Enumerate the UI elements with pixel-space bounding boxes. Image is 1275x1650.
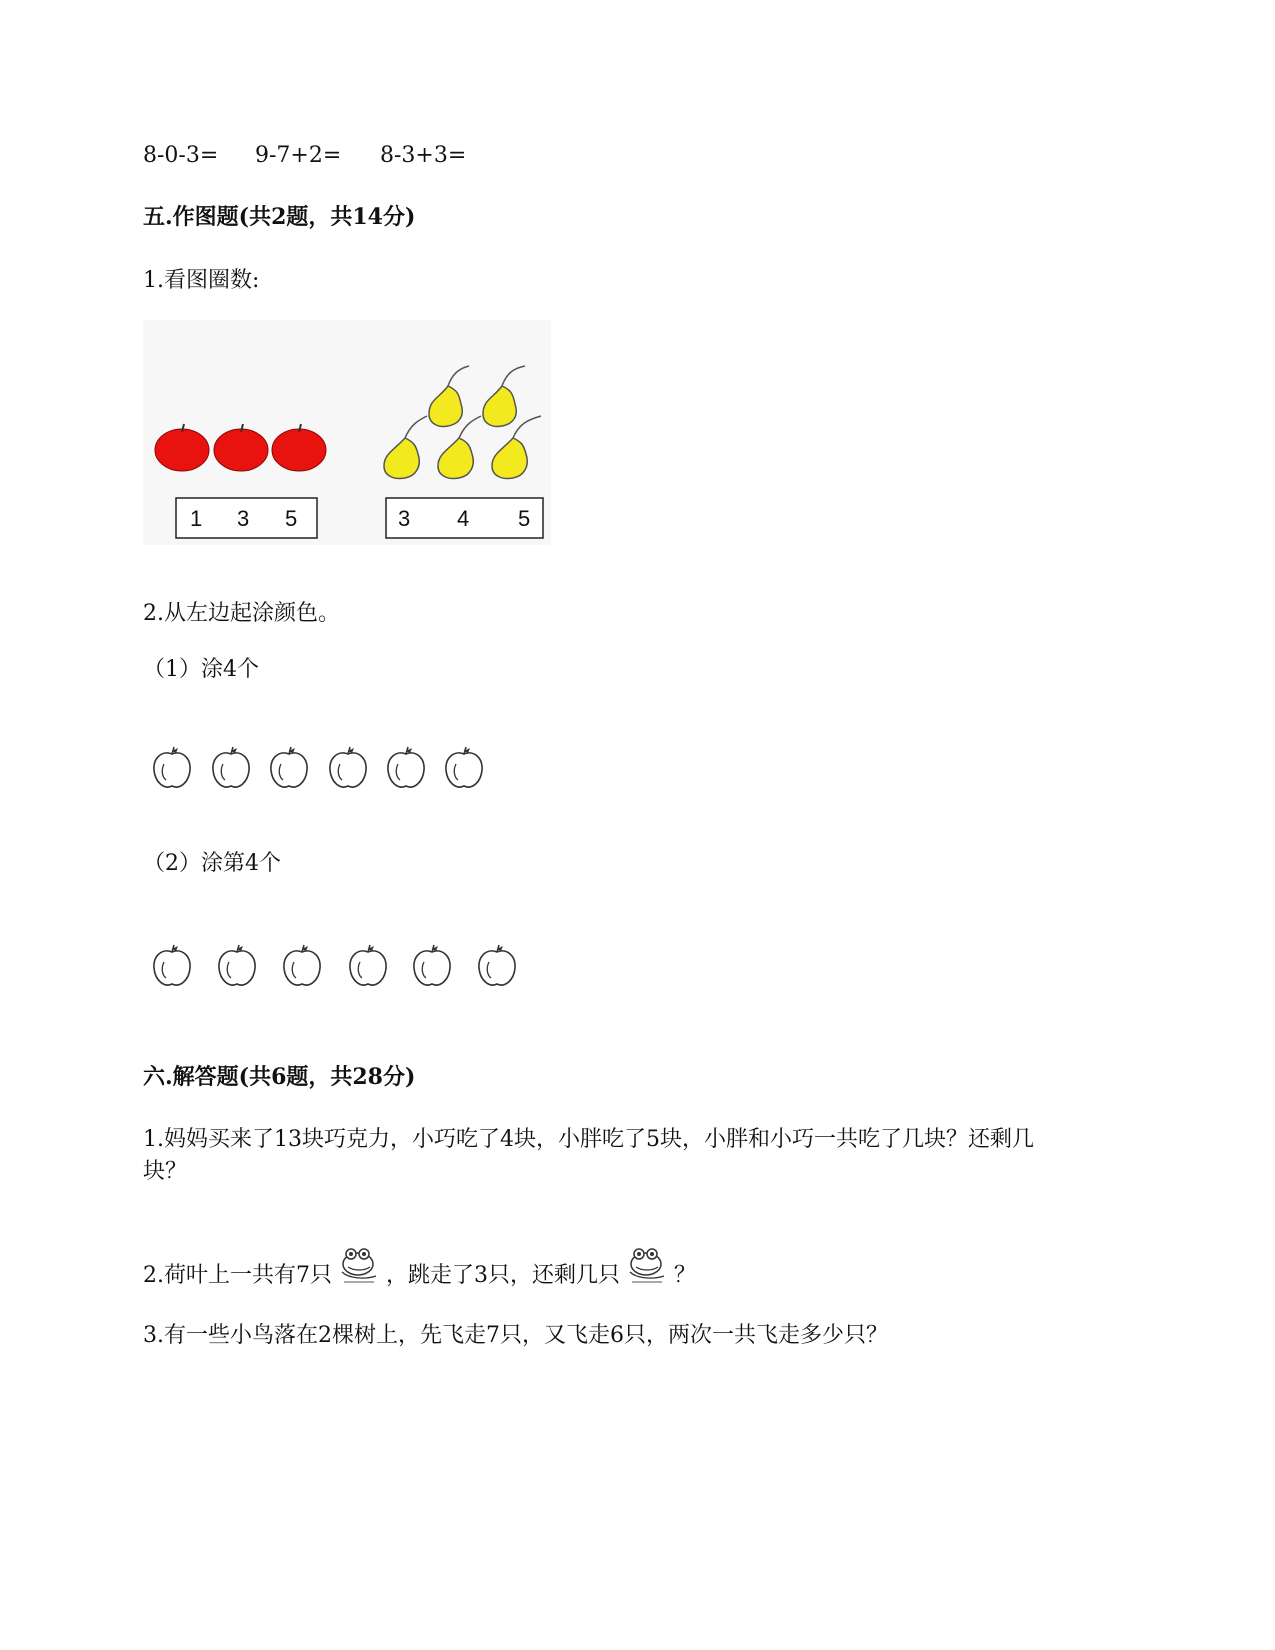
apple-choice-1[interactable]: 1 — [190, 506, 203, 531]
section6-q1: 1.妈妈买来了13块巧克力，小巧吃了4块，小胖吃了5块，小胖和小巧一共吃了几块？还剩几块？ — [143, 1127, 1034, 1184]
apple-outline-row-2 — [150, 938, 525, 993]
section5-q2-sub2: （2）涂第4个 — [143, 851, 281, 876]
section5-q2-sub1: （1）涂4个 — [143, 657, 259, 682]
apple-icon — [214, 424, 268, 471]
section6-q3: 3.有一些小鸟落在2棵树上，先飞走7只，又飞走6只，两次一共飞走多少只？ — [143, 1323, 888, 1348]
apple-outline-icon[interactable] — [446, 747, 482, 787]
frog-icon — [622, 1242, 672, 1290]
fruit-figure — [143, 320, 551, 545]
equations-row — [143, 142, 466, 170]
apple-choice-2[interactable]: 3 — [237, 506, 250, 531]
apple-icon — [272, 424, 326, 471]
pear-icon — [384, 416, 427, 479]
apple-outline-icon[interactable] — [154, 945, 190, 985]
apple-outline-icon[interactable] — [213, 747, 249, 787]
section6-q2-part1: 2.荷叶上一共有7只 — [143, 1263, 332, 1288]
equation-3: 8-3+3= — [380, 143, 467, 168]
equation-1: 8-0-3= — [143, 143, 219, 168]
apple-outline-icon[interactable] — [479, 945, 515, 985]
apple-choice-3[interactable]: 5 — [285, 506, 298, 531]
apple-outline-row-1 — [150, 740, 495, 795]
apple-outline-icon[interactable] — [284, 945, 320, 985]
section6-q2 — [143, 1240, 696, 1290]
apple-outline-icon[interactable] — [350, 945, 386, 985]
section6-q2-part2: ，跳走了3只，还剩几只 — [386, 1263, 620, 1288]
section5-q1-label: 1.看图圈数: — [143, 268, 260, 293]
apple-outline-icon[interactable] — [414, 945, 450, 985]
section5-title: 五.作图题(共2题，共14分) — [143, 204, 416, 230]
apple-outline-icon[interactable] — [154, 747, 190, 787]
apple-outline-icon[interactable] — [271, 747, 307, 787]
frog-icon — [334, 1242, 384, 1290]
equation-2: 9-7+2= — [255, 143, 342, 168]
apple-icon — [155, 424, 209, 471]
apple-outline-icon[interactable] — [219, 945, 255, 985]
apple-outline-icon[interactable] — [388, 747, 424, 787]
pear-icon — [483, 366, 525, 427]
pear-icon — [429, 366, 469, 427]
pear-choice-3[interactable]: 5 — [518, 506, 531, 531]
section6-q2-part3: ？ — [674, 1263, 697, 1288]
pear-choice-1[interactable]: 3 — [398, 506, 411, 531]
section5-q2-label: 2.从左边起涂颜色。 — [143, 601, 340, 626]
section6-title: 六.解答题(共6题，共28分) — [143, 1064, 416, 1090]
pear-choice-2[interactable]: 4 — [457, 506, 470, 531]
apple-outline-icon[interactable] — [330, 747, 366, 787]
